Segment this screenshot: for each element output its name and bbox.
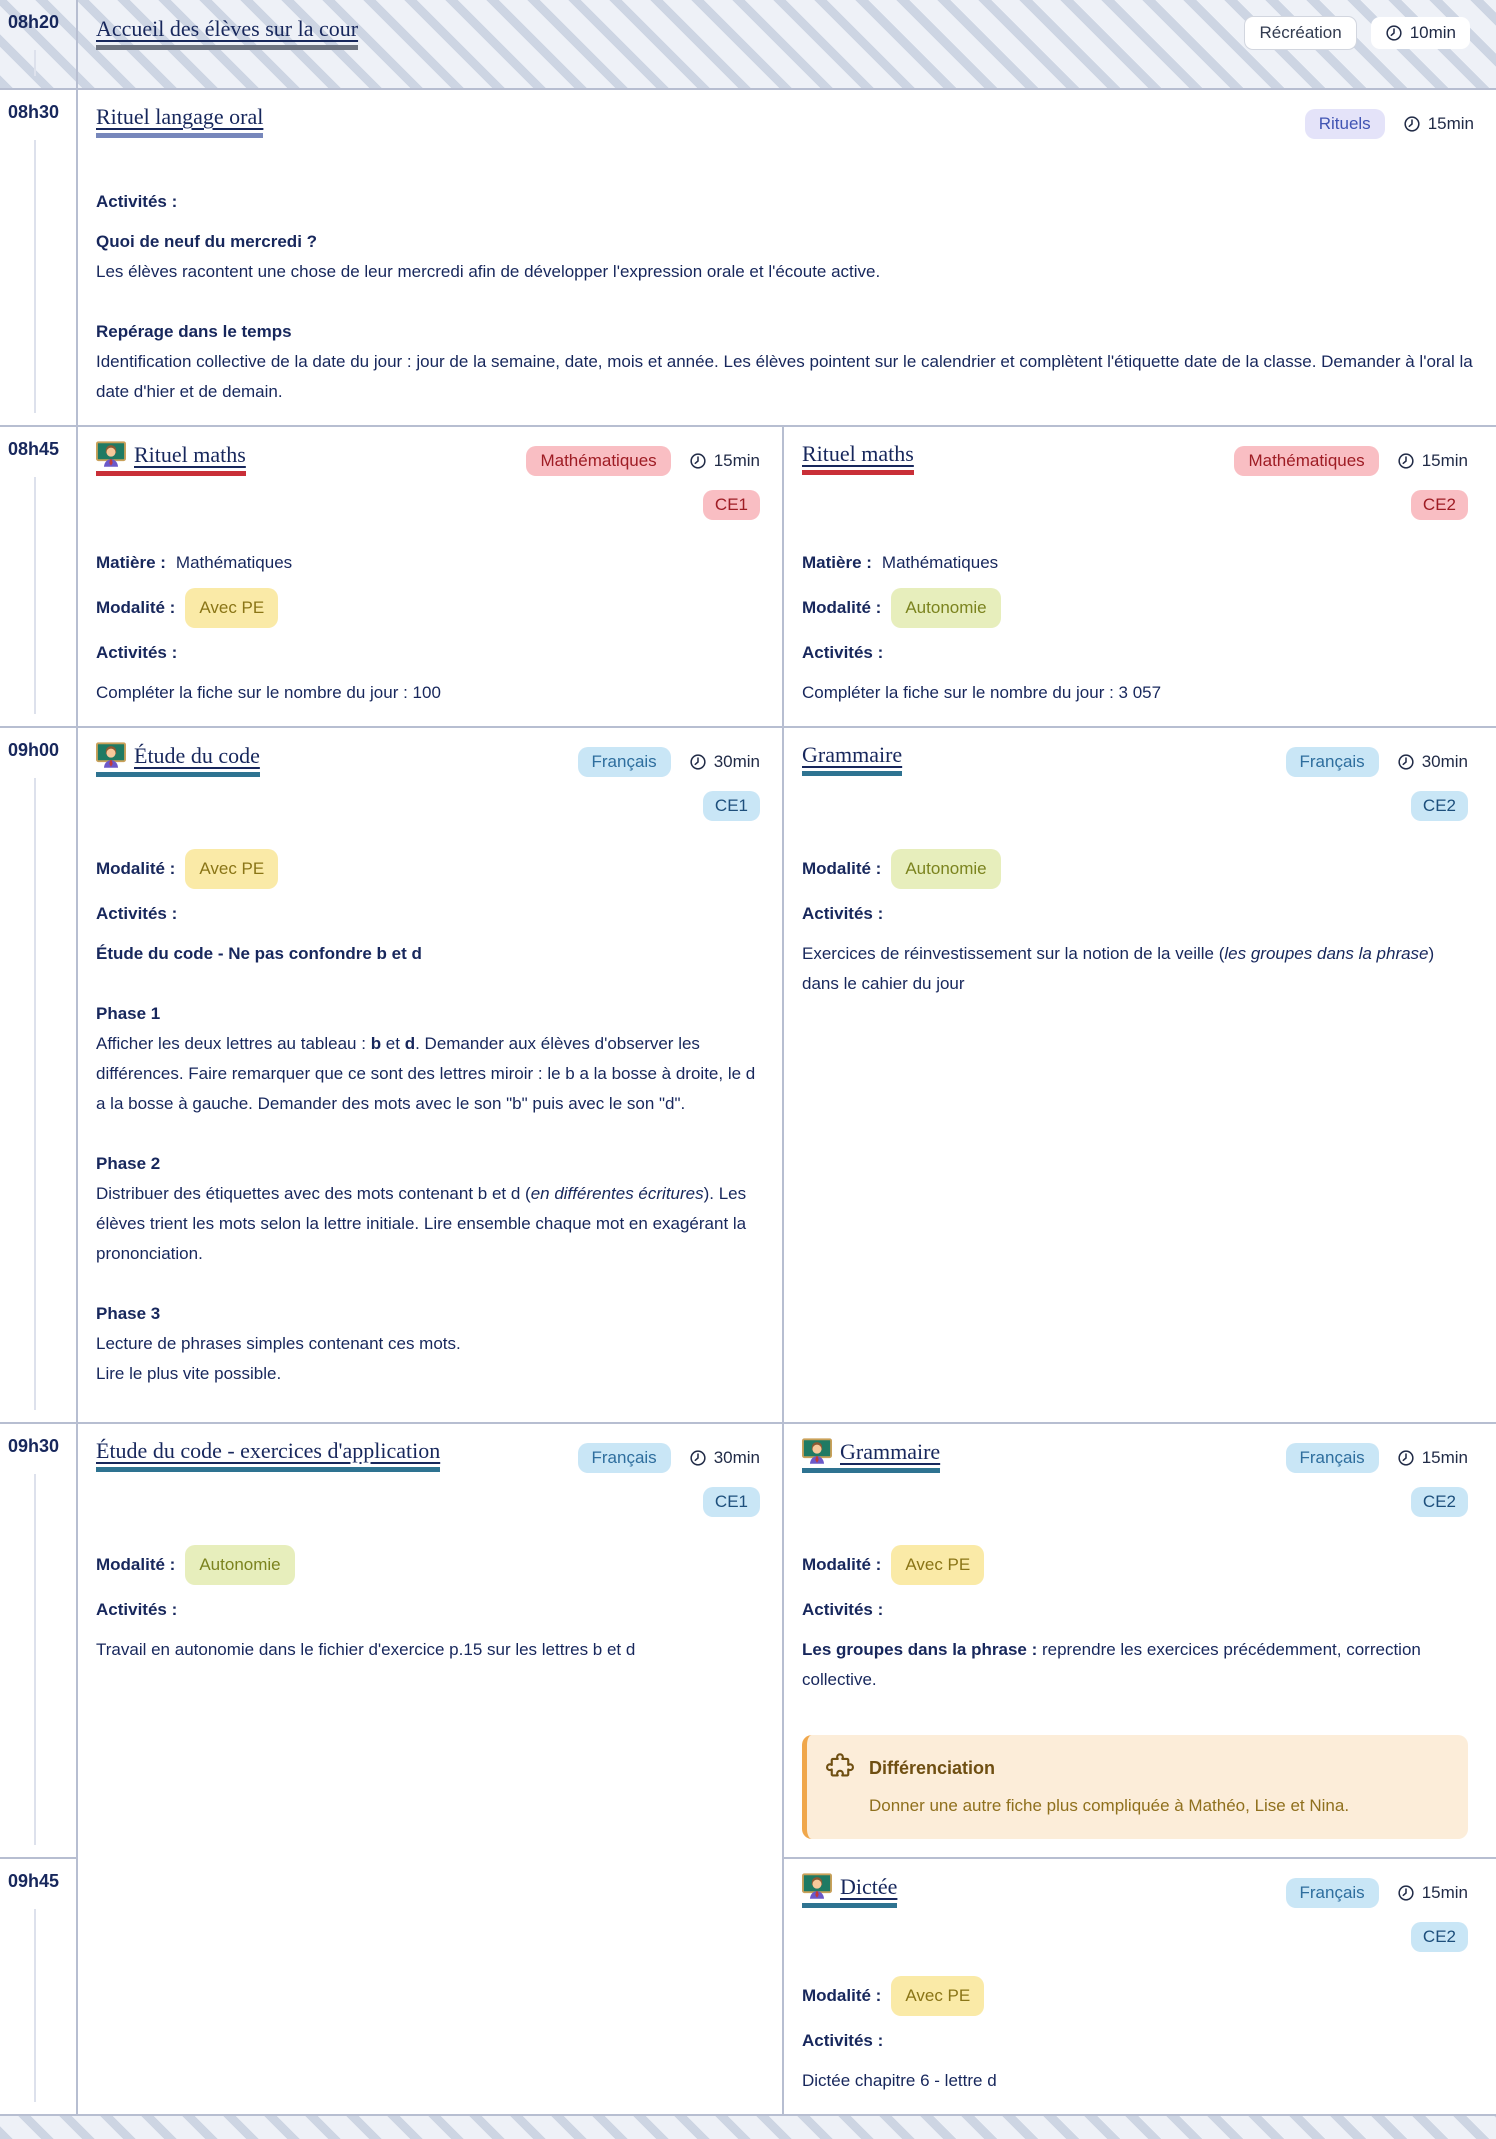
category-badge: Récréation xyxy=(1244,16,1356,50)
time-gutter xyxy=(0,427,78,726)
time-label: 09h00 xyxy=(8,740,60,760)
schedule-row-09h00 xyxy=(0,728,1496,1424)
activity-card-ce2 xyxy=(784,1859,1496,2114)
activity-description xyxy=(802,939,1468,999)
activity-paragraph: Lire le plus vite possible. xyxy=(96,1364,282,1383)
activity-title: Dictée xyxy=(840,1873,898,1899)
duration-text: 15min xyxy=(1421,1883,1468,1902)
time-gutter xyxy=(0,90,78,425)
subject-badge: Français xyxy=(578,1443,671,1473)
activity-paragraph: Compléter la fiche sur le nombre du jour : 100 xyxy=(96,683,441,702)
time-label: 09h45 xyxy=(8,1871,60,1891)
activity-description xyxy=(96,939,760,1389)
activity-paragraph: Phase 2 xyxy=(96,1154,161,1173)
modalite-label: Modalité : xyxy=(96,859,176,878)
activity-paragraph: Phase 1 xyxy=(96,1004,161,1023)
activity-card-ce2 xyxy=(784,728,1496,1422)
break-title-link[interactable] xyxy=(96,16,358,50)
activites-label: Activités : xyxy=(802,1600,884,1619)
break-title: Accueil des élèves sur la cour xyxy=(96,16,359,41)
activites-label: Activités : xyxy=(96,192,178,211)
time-label: 08h45 xyxy=(8,439,60,459)
clock-icon xyxy=(1385,24,1403,42)
modalite-badge: Autonomie xyxy=(891,849,1000,889)
activites-label: Activités : xyxy=(802,904,884,923)
break-card xyxy=(78,0,1496,88)
level-badge: CE1 xyxy=(703,791,760,821)
differenciation-callout xyxy=(802,1735,1468,1839)
differenciation-title: Différenciation xyxy=(869,1758,996,1778)
activity-card-ce1 xyxy=(78,1424,784,2114)
modalite-label: Modalité : xyxy=(96,1555,176,1574)
modalite-badge: Avec PE xyxy=(185,849,278,889)
activity-title: Étude du code - exercices d'application xyxy=(96,1438,441,1463)
activity-paragraph: Quoi de neuf du mercredi ? xyxy=(96,232,318,251)
time-label: 08h30 xyxy=(8,102,60,122)
activity-card-ce2 xyxy=(784,427,1496,726)
level-badge: CE1 xyxy=(703,1487,760,1517)
activity-title-link[interactable] xyxy=(802,1438,940,1473)
modalite-badge: Avec PE xyxy=(891,1976,984,2016)
modalite-badge: Avec PE xyxy=(891,1545,984,1585)
activity-title-link[interactable] xyxy=(802,742,902,776)
activity-title: Étude du code xyxy=(134,742,260,768)
level-badge: CE1 xyxy=(703,490,760,520)
next-break-band xyxy=(0,2116,1496,2139)
time-gutter xyxy=(0,728,78,1422)
clock-icon xyxy=(689,452,707,470)
schedule-row-08h45 xyxy=(0,427,1496,728)
modalite-label: Modalité : xyxy=(802,859,882,878)
clock-icon xyxy=(1397,753,1415,771)
matiere-value: Mathématiques xyxy=(175,553,293,572)
schedule-row-08h30 xyxy=(0,90,1496,427)
duration-text: 30min xyxy=(713,1448,760,1467)
matiere-label: Matière : xyxy=(802,553,872,572)
activites-label: Activités : xyxy=(96,904,178,923)
clock-icon xyxy=(1397,1449,1415,1467)
activity-card xyxy=(78,90,1496,425)
time-gutter xyxy=(0,1859,78,2114)
teacher-icon xyxy=(802,1873,832,1900)
level-badge: CE2 xyxy=(1411,490,1468,520)
duration-text: 30min xyxy=(1421,752,1468,771)
subject-badge: Français xyxy=(1286,1443,1379,1473)
duration-text: 15min xyxy=(1427,114,1474,133)
teacher-icon xyxy=(96,742,126,769)
activity-title: Rituel maths xyxy=(802,441,914,466)
activity-paragraph: Afficher les deux lettres au tableau : b et d. Demander aux élèves d'observer les différences. Faire remarquer que ce sont des lettres miroir : le b a la bosse à droite, le d a la bosse à gauche. Demander des mots avec le son "b" puis avec le son "d". xyxy=(96,1034,756,1113)
activity-paragraph: Phase 3 xyxy=(96,1304,161,1323)
activity-description xyxy=(802,2066,1468,2096)
activites-label: Activités : xyxy=(802,643,884,662)
duration xyxy=(689,1448,760,1468)
activity-paragraph: Les groupes dans la phrase : reprendre les exercices précédemment, correction collective. xyxy=(802,1640,1421,1689)
activity-paragraph: Exercices de réinvestissement sur la notion de la veille (les groupes dans la phrase) dans le cahier du jour xyxy=(802,944,1435,993)
time-gutter xyxy=(0,0,78,88)
level-badge: CE2 xyxy=(1411,1922,1468,1952)
clock-icon xyxy=(689,753,707,771)
time-label: 09h30 xyxy=(8,1436,60,1456)
differenciation-text: Donner une autre fiche plus compliquée à Mathéo, Lise et Nina. xyxy=(869,1796,1350,1815)
activity-title-link[interactable] xyxy=(96,1438,440,1472)
activity-paragraph: Compléter la fiche sur le nombre du jour : 3 057 xyxy=(802,683,1162,702)
activity-card-ce1 xyxy=(78,427,784,726)
level-badge: CE2 xyxy=(1411,791,1468,821)
activity-description xyxy=(802,1635,1468,1695)
modalite-label: Modalité : xyxy=(96,598,176,617)
duration-chip xyxy=(1371,17,1470,49)
subject-badge: Mathématiques xyxy=(526,446,670,476)
activity-title: Rituel langage oral xyxy=(96,104,264,129)
activity-paragraph: Dictée chapitre 6 - lettre d xyxy=(802,2071,997,2090)
activites-label: Activités : xyxy=(802,2031,884,2050)
duration-text: 15min xyxy=(1421,1448,1468,1467)
activity-paragraph: Les élèves racontent une chose de leur mercredi afin de développer l'expression orale et l'écoute active. xyxy=(96,262,881,281)
duration xyxy=(1397,1883,1468,1903)
activity-card-ce1 xyxy=(78,728,784,1422)
activites-label: Activités : xyxy=(96,1600,178,1619)
matiere-value: Mathématiques xyxy=(881,553,999,572)
clock-icon xyxy=(1403,115,1421,133)
duration xyxy=(1397,752,1468,772)
duration-text: 10min xyxy=(1409,23,1456,42)
activity-paragraph: Repérage dans le temps xyxy=(96,322,292,341)
level-badge: CE2 xyxy=(1411,1487,1468,1517)
duration xyxy=(1397,1448,1468,1468)
activity-title: Rituel maths xyxy=(134,441,246,467)
duration-text: 30min xyxy=(713,752,760,771)
duration xyxy=(1403,114,1474,134)
duration-text: 15min xyxy=(713,451,760,470)
activity-paragraph: Identification collective de la date du jour : jour de la semaine, date, mois et année. Les élèves pointent sur le calendrier et complètent l'étiquette date de la classe. Demander à l'oral la date d'hier et de demain. xyxy=(96,352,1473,401)
modalite-badge: Autonomie xyxy=(891,588,1000,628)
puzzle-icon xyxy=(825,1751,855,1791)
subject-badge: Français xyxy=(1286,1878,1379,1908)
subject-badge: Français xyxy=(578,747,671,777)
activites-label: Activités : xyxy=(96,643,178,662)
schedule-row-09h30-09h45 xyxy=(0,1424,1496,2116)
teacher-icon xyxy=(96,441,126,468)
modalite-badge: Avec PE xyxy=(185,588,278,628)
subject-badge: Mathématiques xyxy=(1234,446,1378,476)
activity-paragraph: Distribuer des étiquettes avec des mots contenant b et d (en différentes écritures). Les élèves trient les mots selon la lettre initiale. Lire ensemble chaque mot en exagérant la prononciation. xyxy=(96,1184,747,1263)
duration-text: 15min xyxy=(1421,451,1468,470)
activity-description xyxy=(96,227,1474,407)
matiere-label: Matière : xyxy=(96,553,166,572)
teacher-icon xyxy=(802,1438,832,1465)
subject-badge: Français xyxy=(1286,747,1379,777)
modalite-label: Modalité : xyxy=(802,1555,882,1574)
activity-title: Grammaire xyxy=(840,1438,941,1464)
duration xyxy=(1397,451,1468,471)
activity-card-ce2 xyxy=(784,1424,1496,1859)
clock-icon xyxy=(1397,1884,1415,1902)
subject-badge: Rituels xyxy=(1305,109,1385,139)
duration xyxy=(689,752,760,772)
activity-title-link[interactable] xyxy=(96,104,263,138)
duration xyxy=(689,451,760,471)
activity-paragraph: Travail en autonomie dans le fichier d'exercice p.15 sur les lettres b et d xyxy=(96,1640,636,1659)
activity-title-link[interactable] xyxy=(802,1873,897,1908)
activity-paragraph: Étude du code - Ne pas confondre b et d xyxy=(96,944,422,963)
schedule-row-break xyxy=(0,0,1496,90)
clock-icon xyxy=(689,1449,707,1467)
activity-description xyxy=(96,678,760,708)
activity-title-link[interactable] xyxy=(96,441,246,476)
time-label: 08h20 xyxy=(8,12,60,32)
activity-title-link[interactable] xyxy=(96,742,260,777)
modalite-label: Modalité : xyxy=(802,1986,882,2005)
modalite-badge: Autonomie xyxy=(185,1545,294,1585)
time-gutter xyxy=(0,1424,78,1859)
activity-description xyxy=(802,678,1468,708)
activity-title-link[interactable] xyxy=(802,441,914,475)
activity-title: Grammaire xyxy=(802,742,903,767)
modalite-label: Modalité : xyxy=(802,598,882,617)
activity-paragraph: Lecture de phrases simples contenant ces mots. xyxy=(96,1334,461,1353)
activity-description xyxy=(96,1635,760,1665)
clock-icon xyxy=(1397,452,1415,470)
